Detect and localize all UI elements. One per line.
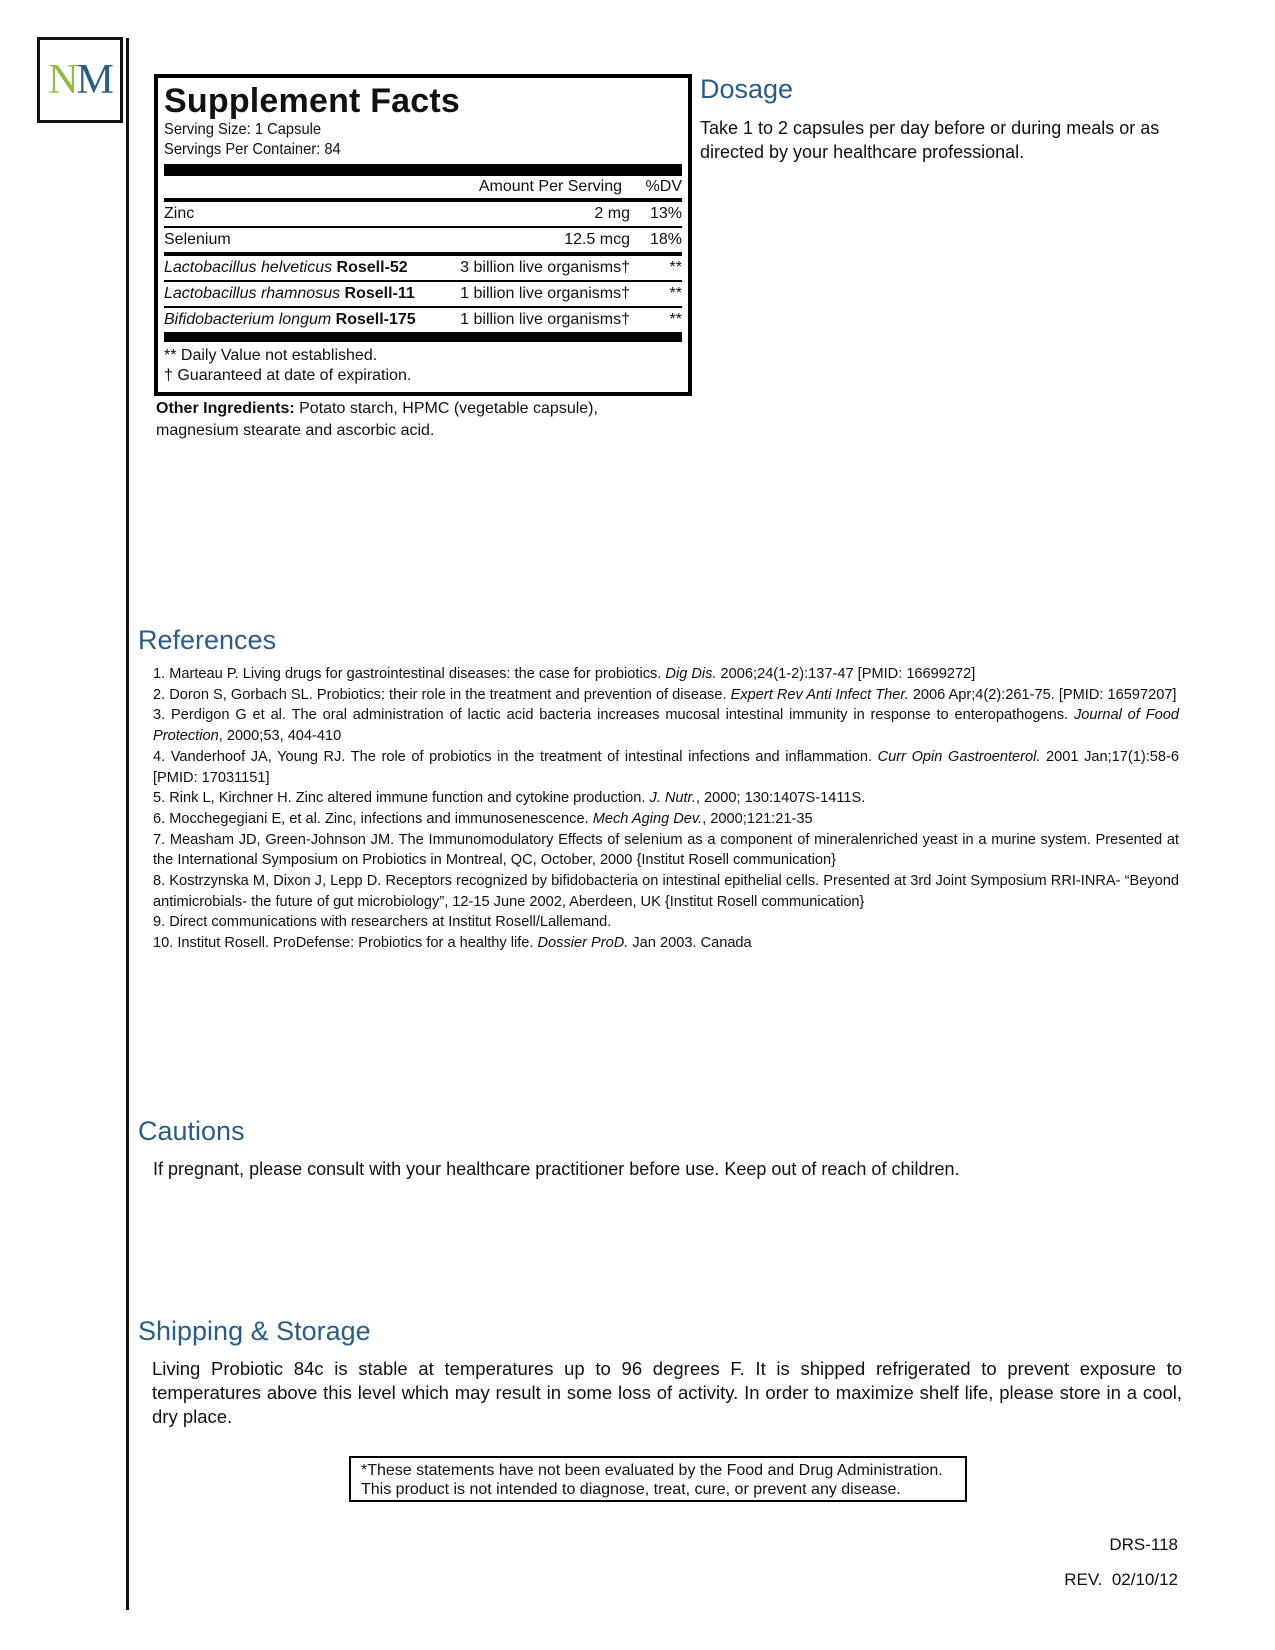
reference-journal: Mech Aging Dev. bbox=[592, 810, 703, 827]
reference-text: 2006;24(1-2):137-47 [PMID: 16699272] bbox=[716, 666, 976, 682]
probiotic-name bbox=[164, 282, 460, 306]
probiotic-amount: 1 billion live organisms† bbox=[460, 285, 630, 302]
probiotic-strain: Rosell-52 bbox=[336, 259, 408, 276]
disclaimer-line-2: This product is not intended to diagnose, treat, cure, or prevent any disease. bbox=[361, 1481, 901, 1498]
supplement-facts-panel bbox=[154, 74, 692, 396]
reference-item bbox=[153, 788, 1179, 809]
reference-text: 5. Rink L, Kirchner H. Zinc altered immune function and cytokine production. bbox=[153, 790, 650, 807]
probiotic-species: Lactobacillus helveticus bbox=[164, 259, 333, 276]
reference-journal: J. Nutr. bbox=[649, 790, 696, 807]
footnote-guarantee: † Guaranteed at date of expiration. bbox=[164, 367, 412, 384]
document-code: DRS-118 bbox=[1109, 1535, 1178, 1554]
references-list bbox=[153, 664, 1179, 954]
cautions-heading: Cautions bbox=[138, 1116, 245, 1146]
probiotic-dv: ** bbox=[669, 259, 682, 276]
nutrient-amount: 12.5 mcg bbox=[564, 231, 630, 248]
reference-text: , 2000; 130:1407S-1411S. bbox=[695, 790, 866, 807]
amount-per-serving-header: Amount Per Serving bbox=[478, 178, 622, 195]
reference-item bbox=[153, 830, 1179, 871]
dosage-heading: Dosage bbox=[700, 74, 794, 104]
cautions-text: If pregnant, please consult with your healthcare practitioner before use. Keep out of reach of children. bbox=[153, 1159, 960, 1179]
servings-per-container: Servings Per Container: 84 bbox=[164, 141, 341, 158]
nutrient-amount: 2 mg bbox=[594, 205, 630, 222]
reference-text: Jan 2003. Canada bbox=[628, 935, 752, 952]
reference-text: 6. Mocchegegiani E, et al. Zinc, infections and immunosenescence. bbox=[153, 810, 593, 827]
logo-letter-m: M bbox=[76, 57, 112, 103]
reference-journal: Curr Opin Gastroenterol. bbox=[877, 748, 1041, 765]
nutrient-name: Zinc bbox=[164, 205, 195, 222]
amount-header-row bbox=[164, 176, 682, 202]
nutrient-name: Selenium bbox=[164, 231, 231, 248]
facts-footnotes bbox=[164, 342, 682, 386]
probiotic-dv: ** bbox=[669, 285, 682, 302]
reference-text: 3. Perdigon G et al. The oral administration of lactic acid bacteria increases mucosal intestinal immunity in response to enteropathogens. bbox=[153, 707, 1074, 724]
probiotic-species: Lactobacillus rhamnosus bbox=[164, 285, 341, 302]
probiotic-strain: Rosell-175 bbox=[335, 311, 416, 328]
reference-text: , 2000;121:21-35 bbox=[702, 810, 813, 827]
reference-text: 2. Doron S, Gorbach SL. Probiotics: their role in the treatment and prevention of disease. bbox=[153, 686, 731, 703]
left-vertical-rule bbox=[126, 38, 129, 1610]
reference-text: 2006 Apr;4(2):261-75. [PMID: 16597207] bbox=[908, 686, 1177, 703]
footnote-dv: ** Daily Value not established. bbox=[164, 347, 378, 364]
serving-size: Serving Size: 1 Capsule bbox=[164, 121, 322, 138]
dv-header: %DV bbox=[645, 178, 682, 195]
reference-journal: Dig Dis. bbox=[665, 666, 717, 682]
references-heading: References bbox=[138, 625, 277, 655]
reference-item bbox=[153, 685, 1179, 706]
nutrient-dv: 13% bbox=[649, 205, 682, 222]
probiotic-species: Bifidobacterium longum bbox=[164, 311, 332, 328]
reference-item bbox=[153, 871, 1179, 912]
reference-text: , 2000;53, 404-410 bbox=[218, 728, 342, 745]
nm-logo bbox=[37, 37, 123, 123]
reference-text: 2001 Jan;17(1):58-6 [PMID: 17031151] bbox=[153, 748, 1179, 786]
probiotic-name bbox=[164, 308, 460, 332]
shipping-heading: Shipping & Storage bbox=[138, 1316, 371, 1346]
reference-item bbox=[153, 933, 1179, 954]
reference-journal: Dossier ProD. bbox=[537, 935, 629, 952]
other-ingredients-label: Other Ingredients: bbox=[156, 400, 295, 417]
reference-text: 9. Direct communications with researchers at Institut Rosell/Lallemand. bbox=[153, 914, 612, 931]
supplement-facts-title: Supplement Facts bbox=[164, 82, 461, 120]
probiotic-amount: 1 billion live organisms† bbox=[460, 311, 630, 328]
probiotic-dv: ** bbox=[669, 311, 682, 328]
divider-thick bbox=[164, 164, 682, 176]
probiotic-amount: 3 billion live organisms† bbox=[460, 259, 630, 276]
reference-text: 7. Measham JD, Green-Johnson JM. The Immunomodulatory Effects of selenium as a component of mineralenriched yeast in a murine system. Presented at the International Symposium on Probiotics in Montreal, QC, October, 2000 {Institut Rosell communication} bbox=[153, 831, 1179, 869]
reference-item bbox=[153, 664, 1179, 685]
reference-text: 1. Marteau P. Living drugs for gastrointestinal diseases: the case for probiotics. bbox=[153, 666, 666, 682]
shipping-text: Living Probiotic 84c is stable at temperatures up to 96 degrees F. It is shipped refrigerated to prevent exposure to temperatures above this level which may result in some loss of activity. In order to maximize shelf life, please store in a cool, dry place. bbox=[152, 1358, 1182, 1427]
reference-item bbox=[153, 912, 1179, 933]
logo-letter-n: N bbox=[48, 57, 77, 103]
fda-disclaimer-box bbox=[349, 1456, 967, 1502]
nutrient-row bbox=[164, 202, 682, 228]
nutrient-row bbox=[164, 228, 682, 256]
reference-text: 8. Kostrzynska M, Dixon J, Lepp D. Receptors recognized by bifidobacteria on intestinal epithelial cells. Presented at 3rd Joint Symposium RRI-INRA- “Beyond antimicrobials- the future of gut microbiology”, 12-15 June 2002, Aberdeen, UK {Institut Rosell communication} bbox=[153, 873, 1179, 910]
other-ingredients-text: Potato starch, HPMC (vegetable capsule), magnesium stearate and ascorbic acid. bbox=[156, 400, 598, 439]
probiotic-row bbox=[164, 282, 682, 308]
reference-text: 4. Vanderhoof JA, Young RJ. The role of probiotics in the treatment of intestinal infections and inflammation. bbox=[153, 748, 878, 765]
probiotic-name bbox=[164, 256, 460, 280]
divider-thick bbox=[164, 332, 682, 342]
reference-journal: Journal of Food Protection bbox=[153, 707, 1179, 745]
reference-text: 10. Institut Rosell. ProDefense: Probiotics for a healthy life. bbox=[153, 935, 538, 952]
disclaimer-line-1: *These statements have not been evaluated by the Food and Drug Administration. bbox=[361, 1462, 943, 1479]
other-ingredients bbox=[156, 398, 676, 442]
reference-item bbox=[153, 809, 1179, 830]
revision-date: REV. 02/10/12 bbox=[1064, 1570, 1178, 1589]
probiotic-row bbox=[164, 256, 682, 282]
probiotic-row bbox=[164, 308, 682, 332]
probiotic-strain: Rosell-11 bbox=[344, 285, 415, 302]
dosage-text: Take 1 to 2 capsules per day before or during meals or as directed by your healthcare professional. bbox=[700, 118, 1160, 162]
reference-item bbox=[153, 747, 1179, 788]
nutrient-dv: 18% bbox=[649, 231, 682, 248]
reference-journal: Expert Rev Anti Infect Ther. bbox=[730, 686, 909, 703]
reference-item bbox=[153, 705, 1179, 746]
